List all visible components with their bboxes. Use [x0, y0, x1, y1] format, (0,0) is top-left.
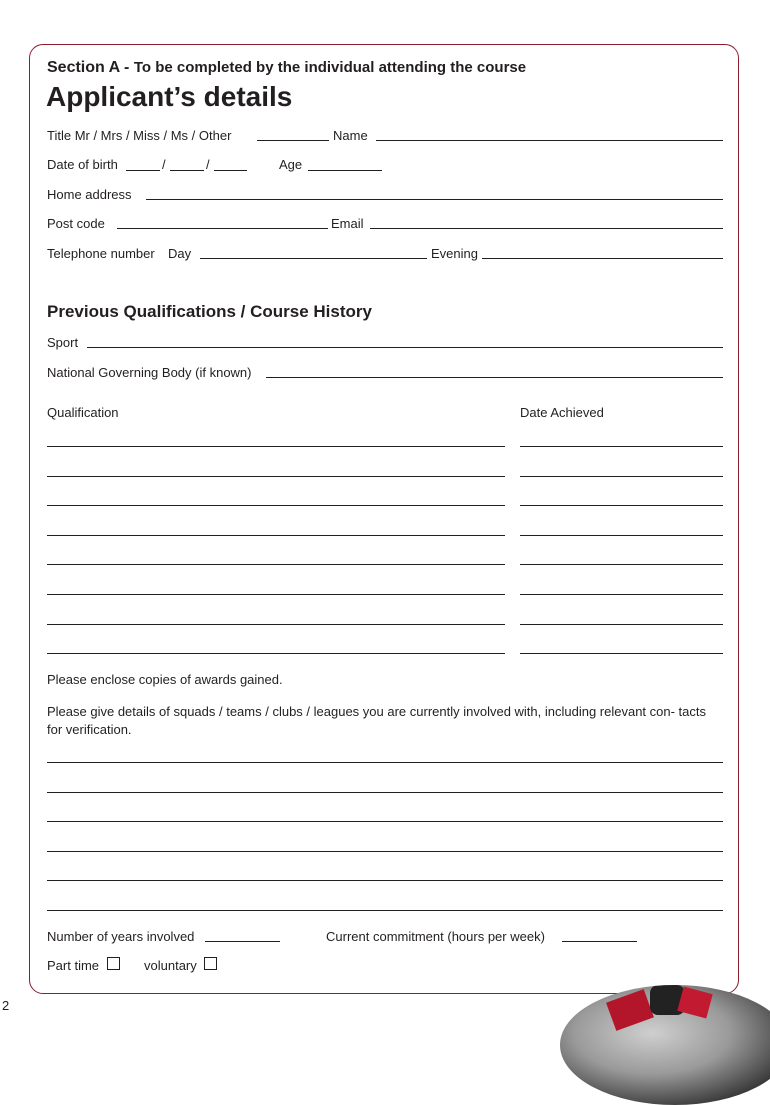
page-number: 2	[2, 998, 10, 1013]
name-label: Name	[333, 128, 368, 143]
ngb-label: National Governing Body (if known)	[47, 365, 252, 380]
section-subtitle: To be completed by the individual attending the course	[133, 59, 527, 76]
page-title: Applicant’s details	[46, 81, 293, 112]
qualification-field[interactable]	[47, 653, 505, 654]
qualifications-heading: Previous Qualifications / Course History	[47, 302, 372, 321]
qualification-field[interactable]	[47, 535, 505, 536]
qualification-field[interactable]	[47, 446, 505, 447]
home-address-label: Home address	[47, 187, 132, 202]
dob-label: Date of birth	[47, 157, 118, 172]
date-achieved-field[interactable]	[520, 564, 723, 565]
details-line[interactable]	[47, 792, 723, 793]
details-note: Please give details of squads / teams / clubs / leagues you are currently involved with, including relevant con- tacts for verification.	[47, 704, 707, 737]
details-line[interactable]	[47, 762, 723, 763]
years-involved-label: Number of years involved	[47, 929, 195, 944]
part-time-checkbox[interactable]	[107, 957, 120, 970]
commitment-label: Current commitment (hours per week)	[326, 929, 545, 944]
ngb-field[interactable]	[266, 377, 723, 378]
telephone-day-field[interactable]	[200, 258, 427, 259]
qualification-field[interactable]	[47, 564, 505, 565]
date-achieved-field[interactable]	[520, 624, 723, 625]
sport-field[interactable]	[87, 347, 723, 348]
section-heading	[47, 59, 526, 77]
dob-year-field[interactable]	[214, 170, 247, 171]
commitment-field[interactable]	[562, 941, 637, 942]
email-label: Email	[331, 216, 364, 231]
date-achieved-field[interactable]	[520, 594, 723, 595]
post-code-label: Post code	[47, 216, 105, 231]
evening-label: Evening	[431, 246, 478, 261]
age-field[interactable]	[308, 170, 382, 171]
dob-separator: /	[206, 157, 210, 172]
date-achieved-field[interactable]	[520, 505, 723, 506]
date-achieved-field[interactable]	[520, 653, 723, 654]
title-label: Title Mr / Mrs / Miss / Ms / Other	[47, 128, 232, 143]
dob-separator: /	[162, 157, 166, 172]
dob-day-field[interactable]	[126, 170, 160, 171]
post-code-field[interactable]	[117, 228, 328, 229]
day-label: Day	[168, 246, 192, 261]
details-line[interactable]	[47, 910, 723, 911]
enclose-note: Please enclose copies of awards gained.	[47, 672, 283, 687]
date-achieved-field[interactable]	[520, 446, 723, 447]
telephone-evening-field[interactable]	[482, 258, 723, 259]
qualification-field[interactable]	[47, 594, 505, 595]
title-field[interactable]	[257, 140, 329, 141]
qualification-field[interactable]	[47, 624, 505, 625]
sport-label: Sport	[47, 335, 79, 350]
age-label: Age	[279, 157, 303, 172]
qualification-field[interactable]	[47, 476, 505, 477]
date-achieved-field[interactable]	[520, 476, 723, 477]
home-address-field[interactable]	[146, 199, 723, 200]
voluntary-label: voluntary	[144, 958, 197, 973]
decorative-photo	[560, 985, 770, 1105]
qualification-field[interactable]	[47, 505, 505, 506]
email-field[interactable]	[370, 228, 723, 229]
qualification-column-header: Qualification	[47, 405, 119, 420]
date-achieved-column-header: Date Achieved	[520, 405, 604, 420]
date-achieved-field[interactable]	[520, 535, 723, 536]
details-line[interactable]	[47, 851, 723, 852]
voluntary-checkbox[interactable]	[204, 957, 217, 970]
section-label: Section A -	[47, 59, 134, 76]
years-involved-field[interactable]	[205, 941, 280, 942]
part-time-label: Part time	[47, 958, 100, 973]
details-line[interactable]	[47, 821, 723, 822]
name-field[interactable]	[376, 140, 723, 141]
dob-month-field[interactable]	[170, 170, 204, 171]
telephone-label: Telephone number	[47, 246, 155, 261]
details-line[interactable]	[47, 880, 723, 881]
